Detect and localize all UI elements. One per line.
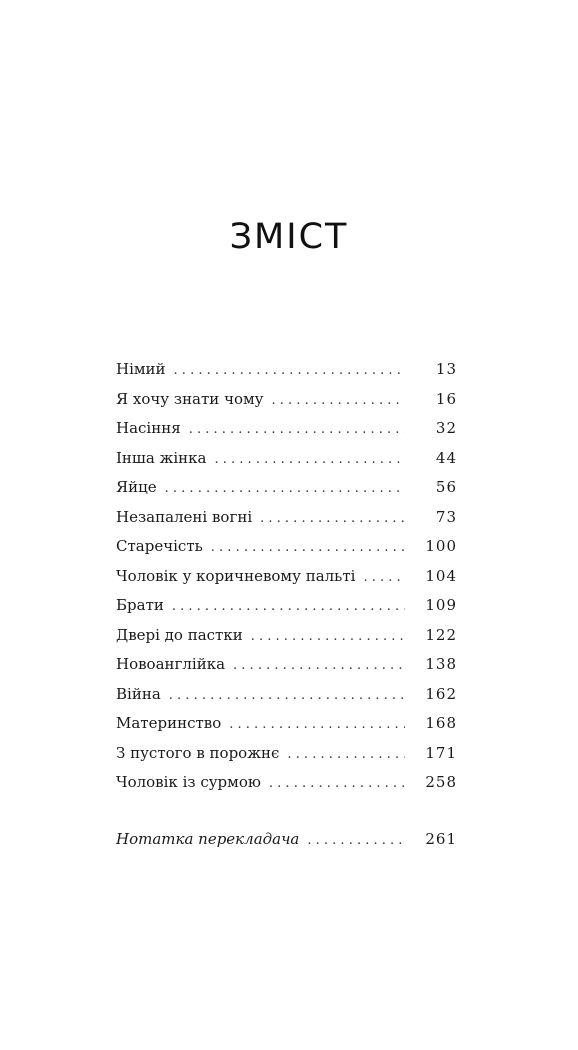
dot-leader xyxy=(260,511,405,526)
toc-entry-page: 109 xyxy=(425,596,457,614)
dot-leader xyxy=(189,422,405,437)
toc-entry-page: 56 xyxy=(435,478,457,496)
dot-leader xyxy=(272,393,405,408)
dot-leader xyxy=(363,570,405,585)
toc-entry-page: 258 xyxy=(425,773,457,791)
toc-entry-title: Інша жінка xyxy=(116,448,207,467)
toc-entry-page: 138 xyxy=(425,655,457,673)
toc-entry-page: 100 xyxy=(425,537,457,555)
toc-entry-title: Брати xyxy=(116,596,164,614)
toc-entry-9 xyxy=(116,596,457,626)
dot-leader xyxy=(172,599,405,614)
toc-entry-page: 261 xyxy=(425,830,457,848)
toc-entry-title: Новоанглійка xyxy=(116,655,226,673)
toc-entry-4 xyxy=(116,449,457,479)
toc-entry-title: Нотатка перекладача xyxy=(116,830,300,848)
toc-entry-14 xyxy=(116,744,457,774)
toc-entry-title: Старечість xyxy=(116,537,203,555)
dot-leader xyxy=(233,658,405,673)
toc-entry-page: 104 xyxy=(425,566,457,585)
toc-entry-3 xyxy=(116,419,457,449)
dot-leader xyxy=(229,717,405,732)
toc-entry-6 xyxy=(116,508,457,538)
toc-entry-title: Німий xyxy=(116,360,166,378)
toc-entry-title: Чоловік у коричневому пальті xyxy=(116,566,356,585)
toc-entry-title: Війна xyxy=(116,684,161,703)
toc-entry-15 xyxy=(116,773,457,803)
toc-entry-title: Чоловік із сурмою xyxy=(116,773,261,791)
toc-entry-1 xyxy=(116,360,457,390)
toc-entry-5 xyxy=(116,478,457,508)
toc-entry-11 xyxy=(116,655,457,685)
toc-entry-title: Яйце xyxy=(116,478,157,496)
toc-entry-7 xyxy=(116,537,457,567)
toc-entry-title: Насіння xyxy=(116,419,181,437)
toc-entry-note xyxy=(116,830,457,860)
dot-leader xyxy=(169,688,405,703)
dot-leader xyxy=(215,452,406,467)
toc-entry-page: 168 xyxy=(425,714,457,732)
toc-entry-title: Материнство xyxy=(116,714,222,732)
toc-entry-title: Я хочу знати чому xyxy=(116,389,264,408)
dot-leader xyxy=(165,481,405,496)
toc-entry-page: 44 xyxy=(435,448,457,467)
dot-leader xyxy=(174,363,405,378)
translator-note-entry xyxy=(116,830,457,860)
toc-entry-8 xyxy=(116,567,457,597)
toc-entry-title: З пустого в порожнє xyxy=(116,743,280,762)
table-of-contents xyxy=(116,360,457,803)
toc-entry-2 xyxy=(116,390,457,420)
toc-entry-page: 13 xyxy=(435,360,457,378)
toc-entry-page: 122 xyxy=(425,625,457,644)
toc-entry-page: 32 xyxy=(435,419,457,437)
dot-leader xyxy=(211,540,405,555)
toc-entry-page: 162 xyxy=(425,684,457,703)
toc-entry-page: 171 xyxy=(425,743,457,762)
page-title: ЗМІСТ xyxy=(229,217,349,257)
toc-entry-title: Двері до пастки xyxy=(116,625,243,644)
toc-entry-13 xyxy=(116,714,457,744)
toc-entry-title: Незапалені вогні xyxy=(116,507,253,526)
dot-leader xyxy=(307,833,405,848)
dot-leader xyxy=(287,747,405,762)
toc-entry-10 xyxy=(116,626,457,656)
toc-entry-page: 16 xyxy=(435,389,457,408)
dot-leader xyxy=(251,629,405,644)
toc-entry-12 xyxy=(116,685,457,715)
dot-leader xyxy=(269,776,405,791)
toc-entry-page: 73 xyxy=(435,507,457,526)
